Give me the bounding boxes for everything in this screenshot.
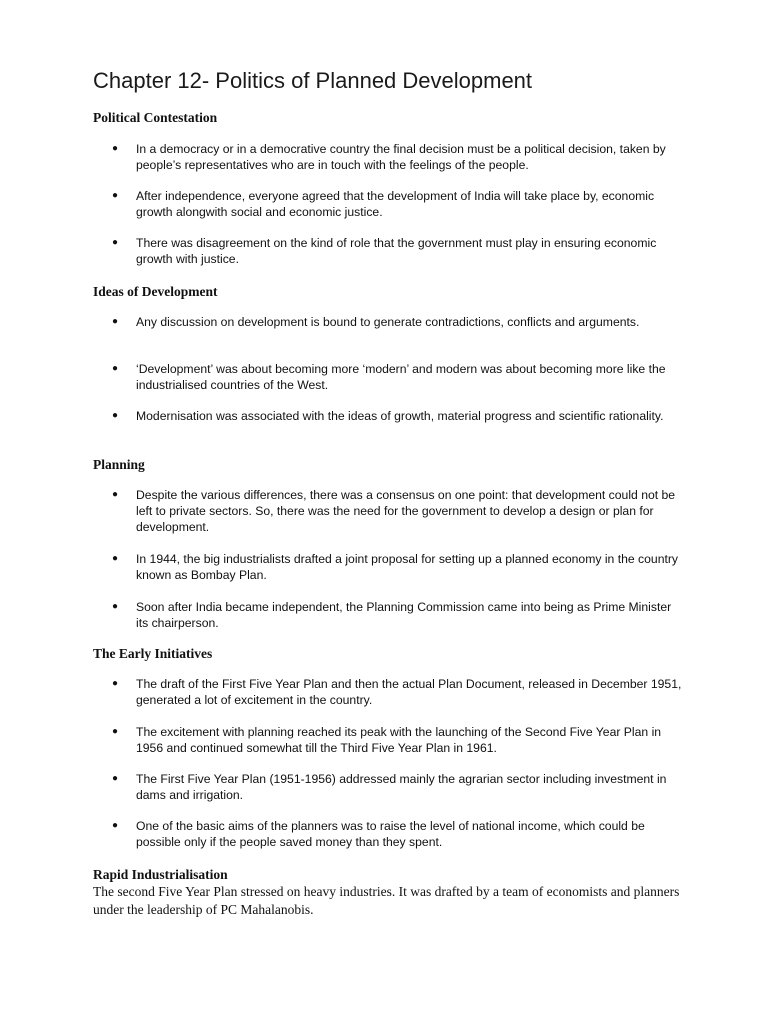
bullet-icon: ● xyxy=(112,316,119,327)
section-heading-planning: Planning xyxy=(93,457,145,472)
list-item: ● Any discussion on development is bound to generate contradictions, conflicts and arguments. xyxy=(112,315,640,329)
bullet-icon: ● xyxy=(112,726,119,737)
list-item: ● The First Five Year Plan (1951-1956) addressed mainly the agrarian sector including investment in dams and irrigation. xyxy=(112,772,667,802)
list-item: ● In 1944, the big industrialists drafted a joint proposal for setting up a planned economy in the country known as Bombay Plan. xyxy=(112,552,679,582)
bullet-icon: ● xyxy=(112,190,119,201)
bullet-icon: ● xyxy=(112,363,119,374)
list-item: ● In a democracy or in a democrative country the final decision must be a political decision, taken by people’s representatives who are in touch with the feelings of the people. xyxy=(112,142,666,172)
section-heading-ideas-of-development: Ideas of Development xyxy=(93,284,218,299)
paragraph-rapid-industrialisation: The second Five Year Plan stressed on heavy industries. It was drafted by a team of economists and planners under the leadership of PC Mahalanobis. xyxy=(93,884,680,917)
list-item: ● Modernisation was associated with the ideas of growth, material progress and scientific rationality. xyxy=(112,409,664,423)
list-item: ● The draft of the First Five Year Plan and then the actual Plan Document, released in December 1951, generated a lot of excitement in the country. xyxy=(112,677,682,707)
page-title: Chapter 12- Politics of Planned Development xyxy=(93,68,533,93)
list-item: ● ‘Development’ was about becoming more ‘modern’ and modern was about becoming more like the industrialised countries of the West. xyxy=(112,362,666,392)
bullet-icon: ● xyxy=(112,678,119,689)
list-item: ● There was disagreement on the kind of role that the government must play in ensuring economic growth with justice. xyxy=(112,236,657,266)
section-heading-early-initiatives: The Early Initiatives xyxy=(93,646,213,661)
list-item: ● Despite the various differences, there was a consensus on one point: that development could not be left to private sectors. So, there was the need for the government to develop a design or plan for development. xyxy=(112,488,676,534)
bullet-icon: ● xyxy=(112,553,119,564)
bullet-icon: ● xyxy=(112,143,119,154)
bullet-icon: ● xyxy=(112,773,119,784)
bullet-icon: ● xyxy=(112,820,119,831)
section-heading-political-contestation: Political Contestation xyxy=(93,110,218,125)
list-item: ● One of the basic aims of the planners was to raise the level of national income, which could be possible only if the people saved money than they spent. xyxy=(112,819,645,849)
list-item: ● Soon after India became independent, the Planning Commission came into being as Prime Minister its chairperson. xyxy=(112,600,672,630)
bullet-icon: ● xyxy=(112,601,119,612)
bullet-icon: ● xyxy=(112,237,119,248)
list-item: ● After independence, everyone agreed that the development of India will take place by, economic growth alongwith social and economic justice. xyxy=(112,189,655,219)
section-heading-rapid-industrialisation: Rapid Industrialisation xyxy=(93,867,228,882)
bullet-icon: ● xyxy=(112,410,119,421)
bullet-icon: ● xyxy=(112,489,119,500)
list-item: ● The excitement with planning reached its peak with the launching of the Second Five Year Plan in 1956 and continued somewhat till the Third Five Year Plan in 1961. xyxy=(112,725,662,755)
